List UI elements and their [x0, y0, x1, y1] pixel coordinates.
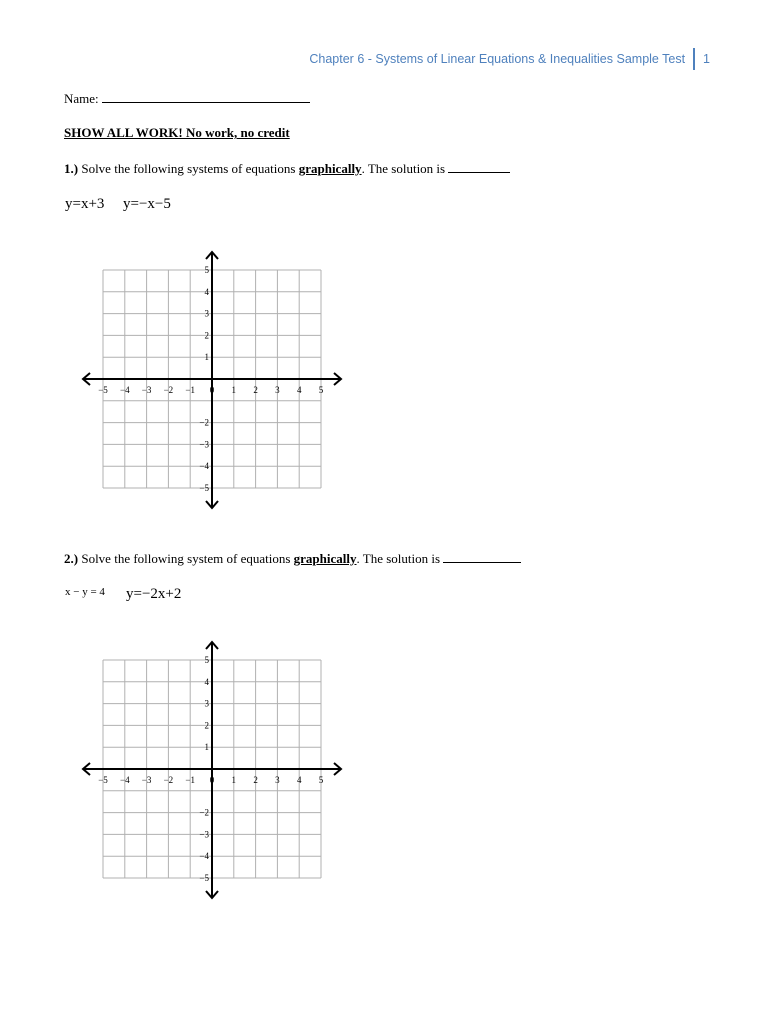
x-tick-label: 4: [296, 385, 302, 395]
q1-text-pre: Solve the following systems of equations: [78, 161, 299, 176]
q2-answer-blank[interactable]: [443, 550, 521, 563]
q2-emphasis: graphically: [293, 551, 357, 566]
x-tick-label: 5: [318, 385, 324, 395]
x-tick-label: −4: [120, 775, 130, 785]
x-tick-label: −4: [120, 385, 130, 395]
question-1: [64, 160, 510, 177]
coordinate-grid-1[interactable]: [78, 250, 348, 512]
y-tick-label: 5: [204, 265, 209, 275]
y-tick-label: −5: [199, 483, 209, 493]
q1-text-post: . The solution is: [361, 161, 449, 176]
instruction: SHOW ALL WORK! No work, no credit: [64, 125, 290, 140]
y-tick-label: 2: [204, 330, 209, 341]
x-tick-label: −5: [98, 775, 108, 785]
x-tick-label: 3: [275, 775, 280, 785]
y-tick-label: −2: [199, 417, 209, 428]
x-tick-label: 4: [296, 775, 302, 785]
grid-svg-2: [78, 640, 348, 902]
x-tick-label: 0: [209, 385, 215, 395]
x-tick-label: 2: [253, 385, 258, 395]
page-header: [309, 48, 710, 70]
x-tick-label: 5: [318, 775, 324, 785]
q1-answer-blank[interactable]: [448, 160, 510, 173]
y-tick-label: −4: [199, 851, 209, 862]
name-label: Name:: [64, 91, 99, 106]
x-tick-label: −3: [141, 775, 152, 785]
name-blank[interactable]: [102, 90, 310, 103]
x-tick-label: 2: [253, 775, 258, 785]
x-tick-label: 3: [275, 385, 280, 395]
y-tick-label: 4: [204, 676, 209, 687]
q2-equation-1: x − y = 4: [65, 586, 105, 598]
q2-equation-2: y=−2x+2: [126, 586, 182, 602]
question-2: [64, 550, 521, 567]
y-tick-label: 1: [204, 352, 209, 363]
x-tick-label: −2: [163, 385, 174, 395]
x-tick-label: −3: [141, 385, 152, 395]
q1-number: 1.): [64, 161, 79, 176]
y-tick-label: −5: [199, 873, 209, 883]
grid-svg-1: [78, 250, 348, 512]
y-tick-label: 5: [204, 655, 209, 665]
x-tick-label: 1: [231, 385, 237, 395]
y-tick-label: 3: [204, 308, 209, 319]
y-tick-label: 2: [204, 720, 209, 731]
q1-equation-2: y=−x−5: [123, 196, 171, 212]
header-divider: [693, 48, 695, 70]
y-tick-label: 1: [204, 742, 209, 753]
q2-number: 2.): [64, 551, 79, 566]
q1-equation-1: y=x+3: [65, 196, 105, 212]
x-tick-label: −1: [185, 385, 195, 395]
y-tick-label: 3: [204, 698, 209, 709]
q2-text-post: . The solution is: [356, 551, 444, 566]
y-tick-label: −3: [199, 829, 209, 840]
y-tick-label: −2: [199, 807, 209, 818]
y-tick-label: −3: [199, 439, 209, 450]
q1-emphasis: graphically: [298, 161, 362, 176]
x-tick-label: 1: [231, 775, 237, 785]
y-tick-label: 4: [204, 286, 209, 297]
x-tick-label: 0: [209, 775, 215, 785]
coordinate-grid-2[interactable]: [78, 640, 348, 902]
x-tick-label: −5: [98, 385, 108, 395]
header-title: Chapter 6 - Systems of Linear Equations & Inequalities Sample Test: [309, 52, 686, 66]
name-line: [64, 90, 310, 107]
y-tick-label: −4: [199, 461, 209, 472]
x-tick-label: −1: [185, 775, 195, 785]
page-number: 1: [703, 52, 710, 66]
x-tick-label: −2: [163, 775, 174, 785]
q2-text-pre: Solve the following system of equations: [78, 551, 294, 566]
